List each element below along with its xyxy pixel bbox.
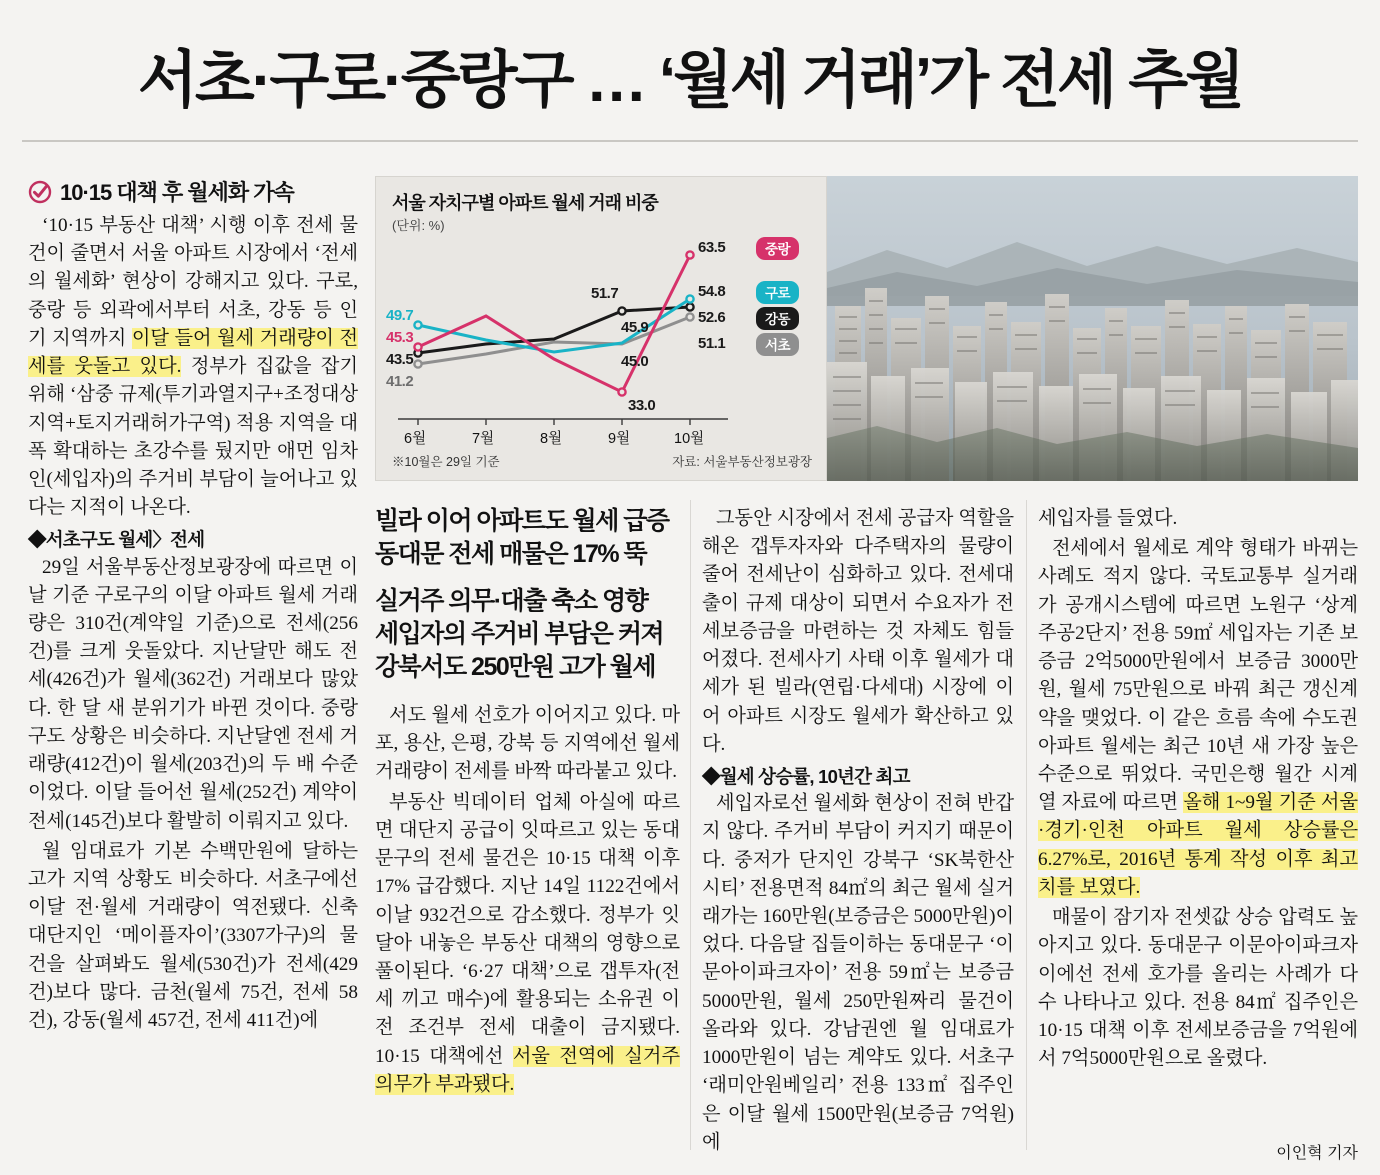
x-tick-jul: 7월 bbox=[472, 431, 495, 447]
check-icon bbox=[28, 180, 52, 204]
col4-paragraph-1: 세입자를 들였다. bbox=[1038, 508, 1178, 529]
page-title: 서초·구로·중랑구 … ‘월세 거래’가 전세 추월 bbox=[137, 46, 1243, 115]
chart-annotation-jungnang-sep: 33.0 bbox=[628, 397, 656, 414]
column-divider-2 bbox=[1026, 500, 1027, 1150]
chart-unit-label: (단위: %) bbox=[392, 218, 445, 233]
subhead-1: 빌라 이어 아파트도 월세 급증 동대문 전세 매물은 17% 뚝 bbox=[375, 507, 669, 568]
column-divider-1 bbox=[690, 500, 691, 1150]
chart-label-seocho-start: 41.2 bbox=[386, 373, 414, 390]
legend-item-seocho: 서초 bbox=[756, 333, 799, 356]
subhead-2: 실거주 의무·대출 축소 영향 세입자의 주거비 부담은 커져 강북서도 250만원 고가 월세 bbox=[375, 587, 664, 681]
chart-label-gangdong-end: 52.6 bbox=[698, 309, 726, 326]
subsection-heading-2: ◆월세 상승률, 10년간 최고 bbox=[702, 765, 910, 787]
intro-paragraph-1: ‘10·15 부동산 대책’ 시행 이후 전세 물건이 줄면서 서울 아파트 시장에서 ‘전세의 월세화’ 현상이 강해지고 있다. 구로, 중랑 등 외곽에서부터 서초, 강동 등 인기 지역까지 이달 들어 월세 거래량이 전세를 웃돌고 있다. 정부가 집값을 잡기 위해 ‘삼중 규제(투기과열지구+조정대상지역+토지거래허가구역) 적용 지역을 대폭 확대하는 초강수를 뒀지만 애먼 임차인(세입자)의 주거비 부담이 늘어나고 있다는 지적이 나온다. bbox=[28, 215, 359, 519]
col4-paragraph-2: 전세에서 월세로 계약 형태가 바뀌는 사례도 적지 않다. 국토교통부 실거래가 공개시스템에 따르면 노원구 ‘상계주공2단지’ 전용 59㎡ 세입자는 기존 보증금 2억5000만원에서 보증금 3000만원, 월세 75만원으로 바꿔 최근 갱신계약을 맺었다. 이 같은 흐름 속에 수도권 아파트 월세는 최근 10년 새 가장 높은 수준으로 뛰었다. 국민은행 월간 시계열 자료에 따르면 올해 1~9월 기준 서울·경기·인천 아파트 월세 상승률은 6.27%로, 2016년 통계 작성 이후 최고치를 보였다. bbox=[1038, 538, 1358, 898]
chart-label-guro-end: 54.8 bbox=[698, 283, 726, 300]
intro-paragraph-2: 29일 서울부동산정보광장에 따르면 이날 기준 구로구의 이달 아파트 월세 거래량은 310건(계약일 기준)으로 전세(256건)를 크게 웃돌았다. 지난달만 해도 전세(426건)가 월세(362건) 거래보다 많았다. 한 달 새 분위기가 바뀐 것이다. 중랑구도 상황은 비슷하다. 지난달엔 전세 거래량(412건)이 월세(203건)의 두 배 수준이었다. 이달 들어선 월세(252건) 계약이 전세(145건)보다 활발히 이뤄지고 있다. bbox=[28, 556, 358, 832]
legend-item-jungnang: 중랑 bbox=[756, 237, 799, 260]
col4-paragraph-3: 매물이 잠기자 전셋값 상승 압력도 높아지고 있다. 동대문구 이문아이파크자이에선 전세 호가를 올리는 사례가 다수 나타나고 있다. 전용 84㎡ 집주인은 10·15 대책 이후 전세보증금을 7억원에서 7억5000만원으로 올렸다. bbox=[1038, 907, 1358, 1070]
col3-paragraph-1: 그동안 시장에서 전세 공급자 역할을 해온 갭투자자와 다주택자의 물량이 줄어 전세난이 심화하고 있다. 전세대출이 규제 대상이 되면서 수요자가 전세보증금을 마련하는 것 자체도 힘들어졌다. 전세사기 사태 이후 월세가 대세가 된 빌라(연립·다세대) 시장에 이어 아파트 시장도 월세가 확산하고 있다. bbox=[702, 508, 1014, 755]
chart-annotation-seocho-sep: 45.0 bbox=[621, 353, 649, 370]
body-column-3 bbox=[702, 505, 1014, 1157]
intro-column bbox=[28, 212, 358, 1035]
kicker bbox=[28, 176, 358, 207]
kicker-label: 10·15 대책 후 월세화 가속 bbox=[60, 180, 294, 205]
header-divider bbox=[22, 140, 1358, 142]
line-chart bbox=[376, 177, 828, 482]
legend-item-guro: 구로 bbox=[756, 281, 799, 304]
chart-title: 서울 자치구별 아파트 월세 거래 비중 bbox=[392, 193, 658, 213]
body-column-4 bbox=[1038, 505, 1358, 1073]
intro-paragraph-3: 월 임대료가 기본 수백만원에 달하는 고가 지역 상황도 비슷하다. 서초구에선 이달 전·월세 거래량이 역전됐다. 신축 대단지인 ‘메이플자이’(3307가구)의 물건을 살펴봐도 월세(530건)가 전세(429건)보다 많다. 금천(월세 75건, 전세 58건), 강동(월세 457건, 전세 411건)에 bbox=[28, 840, 358, 1032]
subsection-heading-1: ◆서초구도 월세〉전세 bbox=[28, 529, 205, 551]
col2-paragraph-2: 부동산 빅데이터 업체 아실에 따르면 대단지 공급이 잇따르고 있는 동대문구의 전세 물건은 10·15 대책 이후 17% 급감했다. 지난 14일 1122건에서 이날 932건으로 감소했다. 정부가 잇달아 내놓은 부동산 대책의 영향으로 풀이된다. ‘6·27 대책’으로 갭투자(전세 끼고 매수)에 활용되는 소유권 이전 조건부 전세 대출이 금지됐다. 10·15 대책에선 서울 전역에 실거주 의무가 부과됐다. bbox=[375, 791, 680, 1095]
chart-annotation-gangdong-sep: 51.7 bbox=[591, 285, 619, 302]
body-column-2 bbox=[375, 505, 680, 1099]
x-tick-jun: 6월 bbox=[404, 431, 427, 447]
chart-label-jungnang-end: 63.5 bbox=[698, 239, 726, 256]
col2-paragraph-1: 서도 월세 선호가 이어지고 있다. 마포, 용산, 은평, 강북 등 지역에선 월세 거래량이 전세를 바짝 따라붙고 있다. bbox=[375, 705, 680, 783]
city-skyline-photo bbox=[827, 176, 1358, 481]
col3-paragraph-2: 세입자로선 월세화 현상이 전혀 반갑지 않다. 주거비 부담이 커지기 때문이다. 중저가 단지인 강북구 ‘SK북한산시티’ 전용면적 84㎡의 최근 월세 실거래가는 160만원(보증금은 5000만원)이었다. 다음달 집들이하는 동대문구 ‘이문아이파크자이’ 전용 59㎡는 보증금 5000만원, 월세 250만원짜리 물건이 올라와 있다. 강남권엔 월 임대료가 1000만원이 넘는 계약도 있다. 서초구 ‘래미안원베일리’ 전용 133㎡ 집주인은 이달 월세 1500만원(보증금 7억원)에 bbox=[702, 793, 1014, 1153]
chart-label-guro-start: 49.7 bbox=[386, 307, 414, 324]
chart-annotation-guro-sep: 45.9 bbox=[621, 319, 649, 336]
chart-label-jungnang-start: 45.3 bbox=[386, 329, 414, 346]
chart-note: ※10월은 29일 기준 bbox=[392, 455, 500, 469]
chart-panel bbox=[375, 176, 827, 481]
chart-label-gangdong-start: 43.5 bbox=[386, 351, 414, 368]
chart-label-seocho-end: 51.1 bbox=[698, 335, 726, 352]
x-tick-aug: 8월 bbox=[540, 431, 563, 447]
x-tick-sep: 9월 bbox=[608, 431, 631, 447]
byline: 이인혁 기자 bbox=[1276, 1145, 1358, 1162]
chart-source: 자료: 서울부동산정보광장 bbox=[672, 455, 812, 469]
x-tick-oct: 10월 bbox=[674, 431, 705, 447]
legend-item-gangdong: 강동 bbox=[756, 307, 799, 330]
